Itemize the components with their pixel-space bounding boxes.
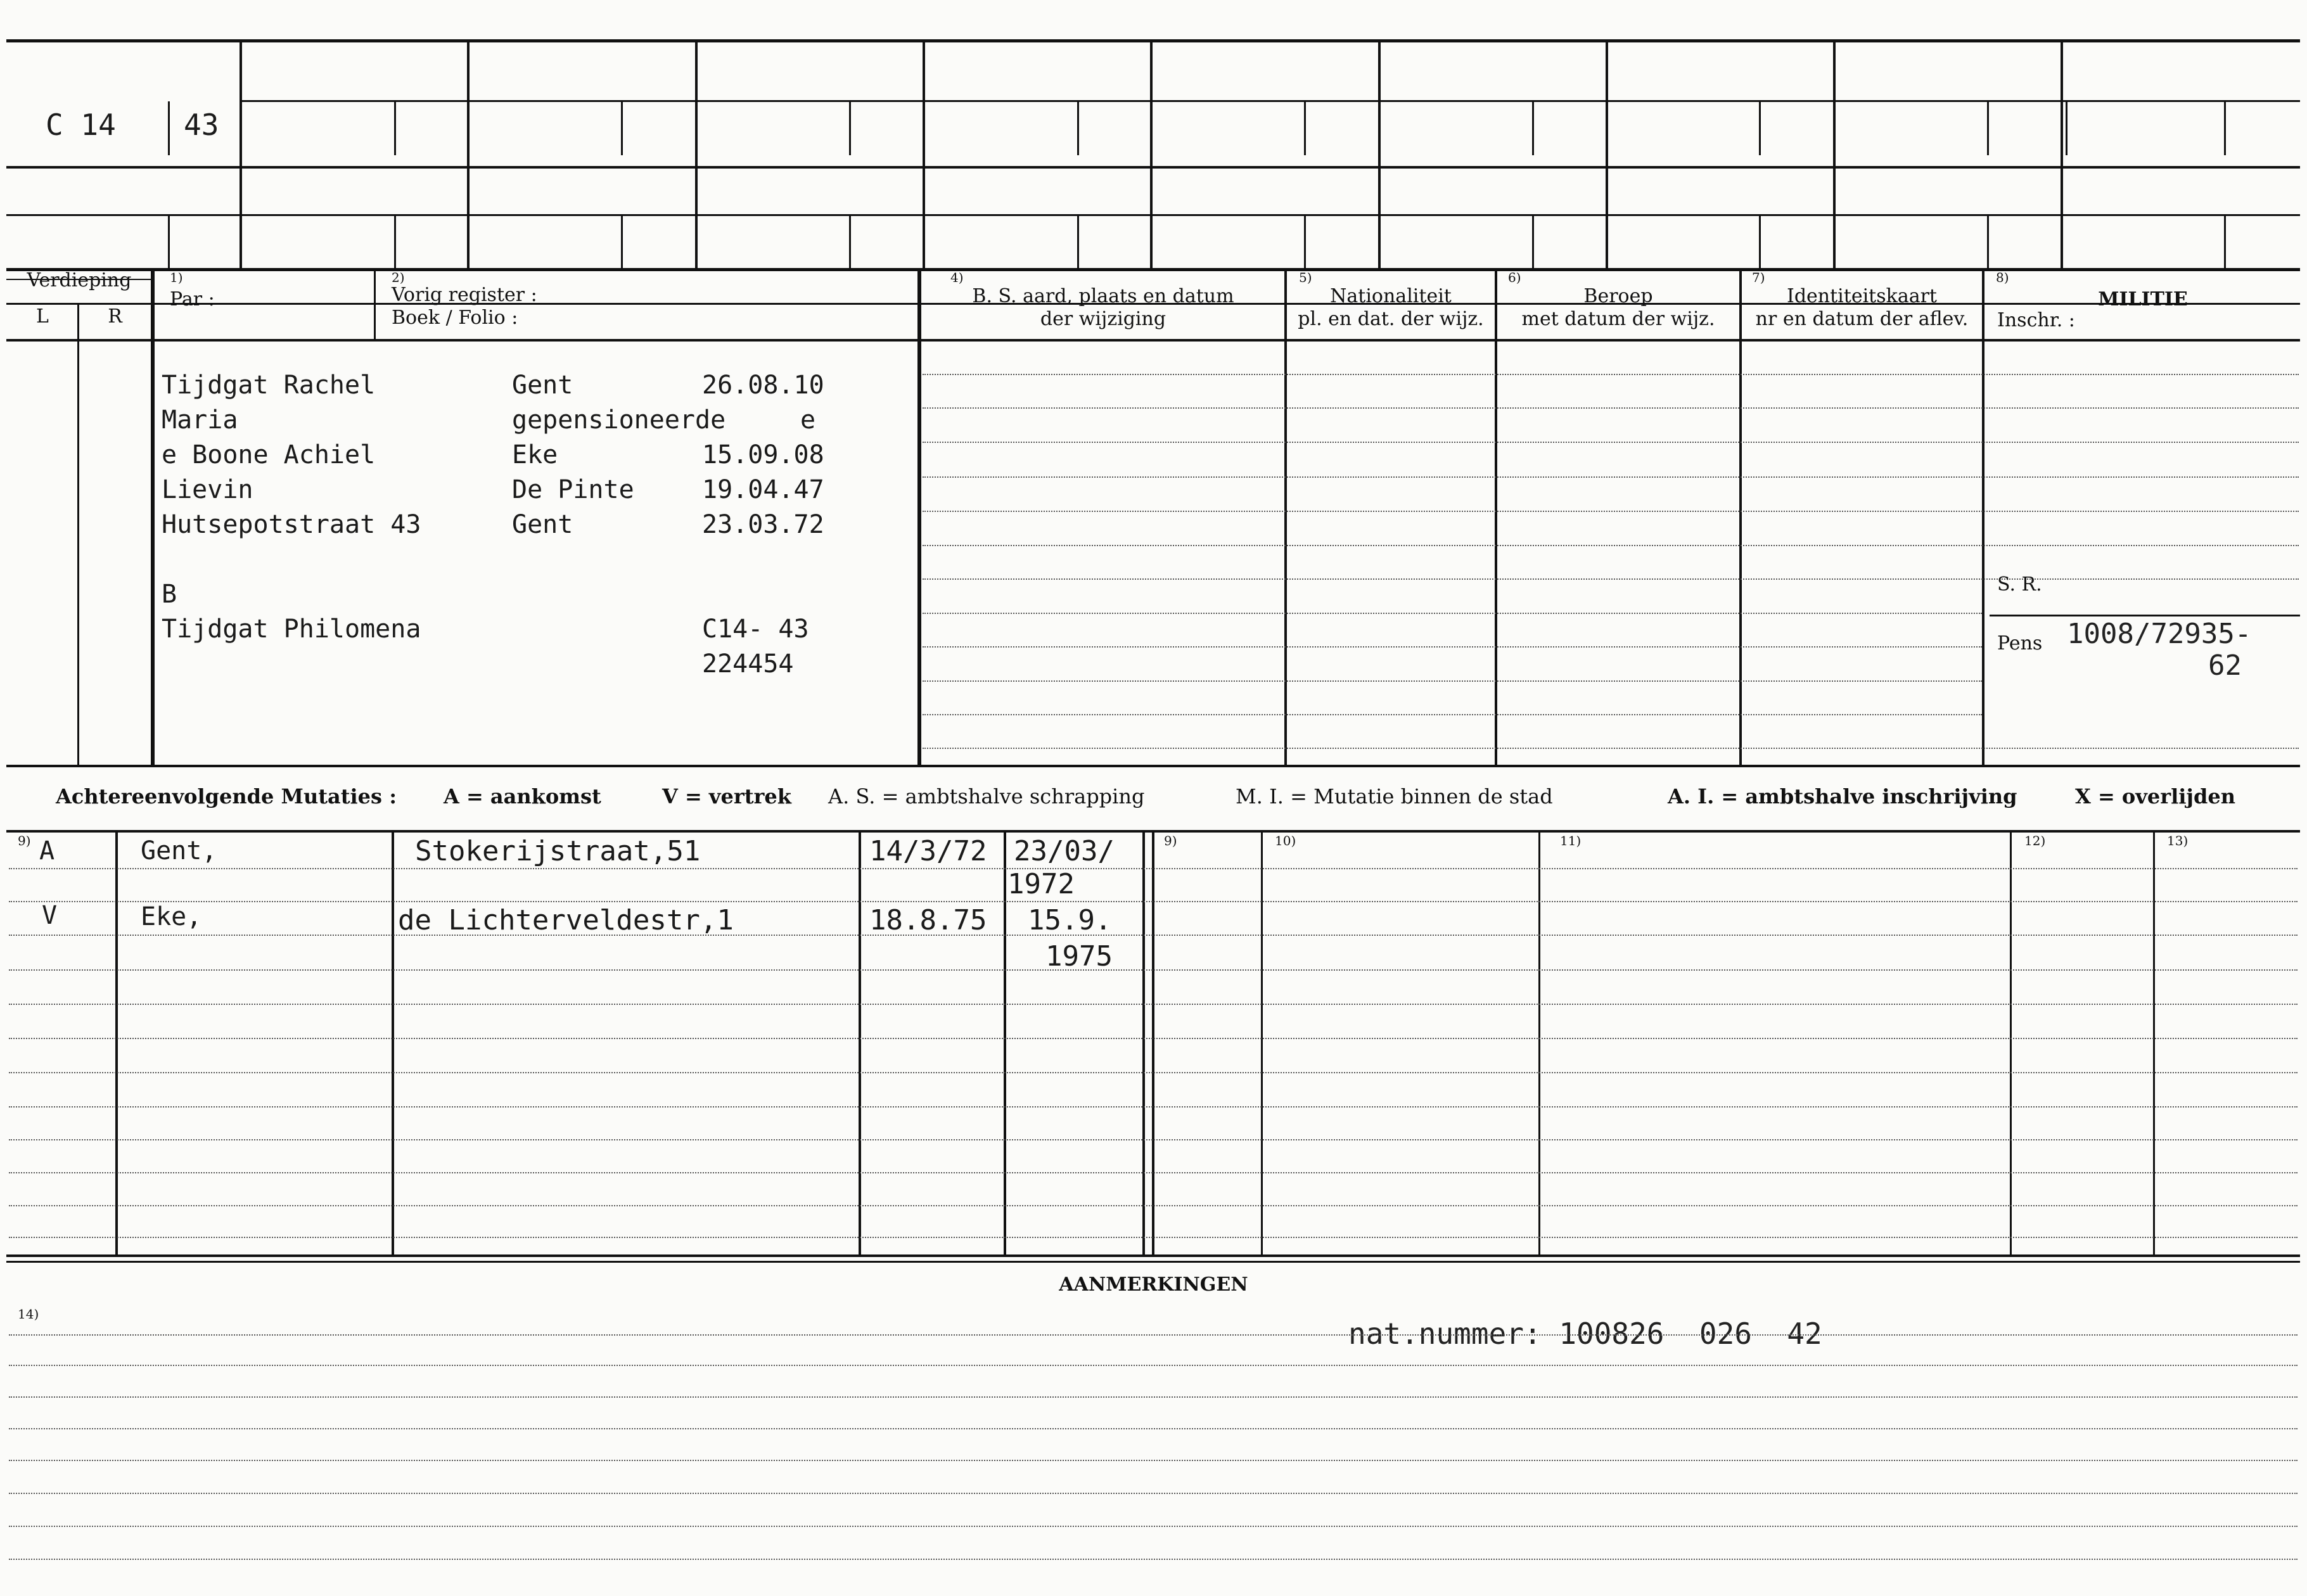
person-line: Gent bbox=[512, 371, 573, 400]
mut-col-9: 9) bbox=[18, 833, 31, 848]
col7-header-1: Identiteitskaart bbox=[1787, 285, 1937, 307]
mutation-place: Gent, bbox=[141, 836, 217, 865]
mutation-address: Stokerijstraat,51 bbox=[415, 835, 701, 867]
person-line: e bbox=[800, 405, 816, 435]
col2-header-1: Vorig register : bbox=[392, 284, 537, 306]
person-line bbox=[162, 649, 421, 684]
remarks-num: 14) bbox=[18, 1306, 39, 1322]
legend-mi: M. I. = Mutatie binnen de stad bbox=[1236, 784, 1553, 808]
person-line: Gent bbox=[512, 510, 573, 539]
mutation-code: A bbox=[39, 836, 55, 865]
col2-num: 2) bbox=[392, 270, 405, 285]
legend-v: V = vertrek bbox=[662, 784, 791, 808]
col5-header-2: pl. en dat. der wijz. bbox=[1298, 308, 1484, 330]
sr-label: S. R. bbox=[1997, 573, 2042, 596]
storey-right-header: R bbox=[108, 305, 122, 328]
col2-header-2: Boek / Folio : bbox=[392, 307, 518, 329]
militie-header: MILITIE bbox=[2098, 288, 2188, 310]
col6-header-1: Beroep bbox=[1583, 285, 1653, 307]
mut-col-10: 10) bbox=[1275, 833, 1296, 848]
legend-a: A = aankomst bbox=[444, 784, 601, 808]
pens-value-1: 1008/72935- bbox=[2067, 618, 2252, 650]
mutation-date2a: 23/03/ bbox=[1014, 835, 1115, 867]
person-line: Eke bbox=[512, 440, 558, 469]
person-line: 23.03.72 bbox=[702, 510, 824, 539]
mutation-address: de Lichterveldestr,1 bbox=[398, 904, 734, 936]
person-line: De Pinte bbox=[512, 475, 634, 504]
col5-header-1: Nationaliteit bbox=[1330, 285, 1452, 307]
person-line: Hutsepotstraat 43 bbox=[162, 510, 421, 539]
person-line: Tijdgat Rachel bbox=[162, 371, 376, 400]
remarks-top-line bbox=[6, 1261, 2300, 1263]
person-line: e Boone Achiel bbox=[162, 440, 376, 469]
person-line: B bbox=[162, 580, 177, 609]
person-line: Maria bbox=[162, 405, 238, 435]
mut-col-11: 11) bbox=[1560, 833, 1582, 848]
legend-title: Achtereenvolgende Mutaties : bbox=[56, 784, 397, 808]
person-line: Tijdgat Philomena bbox=[162, 615, 421, 644]
person-line: 224454 bbox=[702, 649, 794, 679]
mutation-date2b: 1975 bbox=[1045, 940, 1113, 973]
mutations-legend bbox=[0, 784, 2307, 813]
remarks-title: AANMERKINGEN bbox=[1059, 1274, 1248, 1296]
legend-ai: A. I. = ambtshalve inschrijving bbox=[1668, 784, 2017, 808]
mutation-place: Eke, bbox=[141, 902, 202, 931]
person-line: 26.08.10 bbox=[702, 371, 824, 400]
mut-col-13: 13) bbox=[2167, 833, 2189, 848]
register-section: C 14 bbox=[46, 108, 116, 142]
person-places bbox=[512, 371, 725, 545]
person-line bbox=[162, 545, 421, 580]
person-line: 15.09.08 bbox=[702, 440, 824, 469]
col1-header: Par : bbox=[170, 288, 215, 310]
person-line: Lievin bbox=[162, 475, 253, 504]
col7-header-2: nr en datum der aflev. bbox=[1755, 308, 1969, 330]
person-line bbox=[702, 580, 824, 615]
col6-header-2: met datum der wijz. bbox=[1521, 308, 1715, 330]
person-names bbox=[162, 371, 421, 684]
mutation-date2b: 1972 bbox=[1007, 868, 1075, 900]
col7-num: 7) bbox=[1752, 270, 1765, 285]
inschr-label: Inschr. : bbox=[1997, 309, 2075, 331]
col4-header-2: der wijziging bbox=[1040, 308, 1166, 330]
legend-as: A. S. = ambtshalve schrapping bbox=[828, 784, 1145, 808]
mutation-code: V bbox=[42, 901, 58, 930]
col6-num: 6) bbox=[1508, 270, 1521, 285]
mutation-date1: 14/3/72 bbox=[869, 835, 987, 867]
person-line: 19.04.47 bbox=[702, 475, 824, 504]
col1-num: 1) bbox=[170, 270, 183, 285]
remarks-text: nat.nummer: 100826 026 42 bbox=[1348, 1317, 1822, 1351]
register-number: 43 bbox=[184, 108, 219, 142]
mut-col-9b: 9) bbox=[1164, 833, 1177, 848]
person-line: gepensioneerde bbox=[512, 405, 726, 435]
person-line: C14- 43 bbox=[702, 615, 809, 644]
storey-left-header: L bbox=[36, 305, 49, 328]
legend-x: X = overlijden bbox=[2075, 784, 2235, 808]
person-dates bbox=[702, 371, 824, 684]
pens-value-2: 62 bbox=[2208, 649, 2242, 682]
col4-header-1: B. S. aard, plaats en datum bbox=[972, 285, 1234, 307]
col4-num: 4) bbox=[950, 270, 964, 285]
col5-num: 5) bbox=[1299, 270, 1312, 285]
mutation-date1: 18.8.75 bbox=[869, 904, 987, 936]
mutation-date2a: 15.9. bbox=[1028, 904, 1112, 936]
col8-num: 8) bbox=[1996, 270, 2009, 285]
pens-label: Pens bbox=[1997, 632, 2043, 654]
mut-col-12: 12) bbox=[2024, 833, 2046, 848]
storey-header: Verdieping bbox=[27, 269, 132, 291]
person-line bbox=[702, 545, 824, 580]
